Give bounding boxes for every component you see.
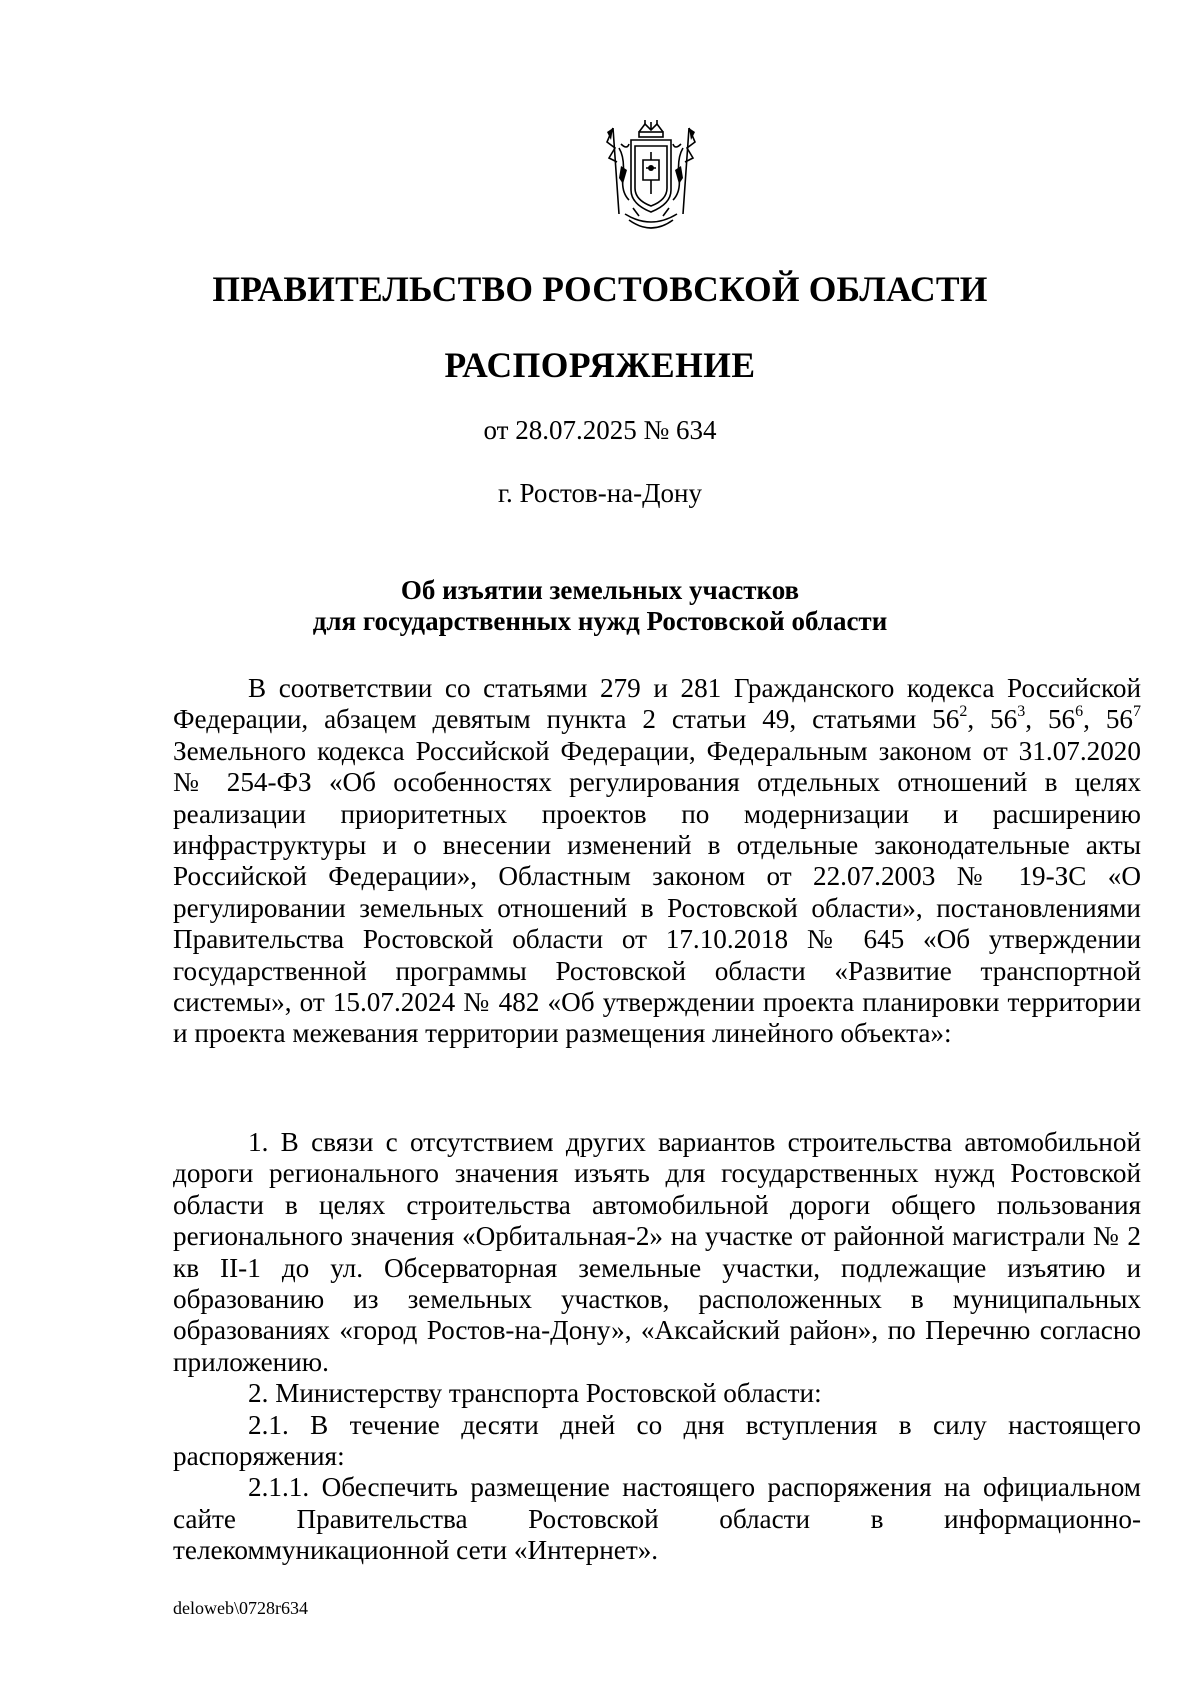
title-line-1: Об изъятии земельных участков <box>400 575 800 605</box>
superscript: 3 <box>1017 703 1026 721</box>
document-footer-code: deloweb\0728r634 <box>173 1598 308 1618</box>
title-line-2: для государственных нужд Ростовской области <box>312 606 888 636</box>
separator: , 56 <box>967 704 1018 735</box>
preamble-text-2: Земельного кодекса Российской Федерации, Федеральным законом от 31.07.2020 № 254-ФЗ «Об особенностях регулирования отдельных отношений в целях реализации приоритетных проектов по модернизации и расширению инфраструктуры и о внесении изменений в отдельные законодательные акты Российской Федерации», Областным законом от 22.07.2003 № 19-ЗС «О регулировании земельных отношений в Ростовской области», постановлениями Правительства Ростовской области от 17.10.2018 № 645 «Об утверждении государственной программы Ростовской области «Развитие транспортной системы», от 15.07.2024 № 482 «Об утверждении проекта планировки территории и проекта межевания территории размещения линейного объекта»: <box>173 735 1141 1049</box>
order-item-1: 1. В связи с отсутствием других вариантов строительства автомобильной дороги регионального значения изъять для государственных нужд Ростовской области в целях строительства автомобильной дороги общего пользования регионального значения «Орбитальная-2» на участке от районной магистрали № 2 кв II-1 до ул. Обсерваторная земельные участки, подлежащие изъятию и образованию из земельных участков, расположенных в муниципальных образованиях «город Ростов-на-Дону», «Аксайский район», по Перечню согласно приложению. <box>173 1127 1141 1377</box>
organization-name: ПРАВИТЕЛЬСТВО РОСТОВСКОЙ ОБЛАСТИ <box>212 269 988 309</box>
superscript: 6 <box>1075 703 1084 721</box>
order-item-2-1-1: 2.1.1. Обеспечить размещение настоящего распоряжения на официальном сайте Правительства Ростовской области в информационно-телекоммуникационной сети «Интернет». <box>173 1472 1141 1566</box>
order-items <box>173 1127 1141 1567</box>
preamble-paragraph <box>173 673 1141 1050</box>
separator: , 56 <box>1025 704 1076 735</box>
document-title <box>0 575 1200 637</box>
order-item-2: 2. Министерству транспорта Ростовской области: <box>248 1378 822 1409</box>
document-date-number: от 28.07.2025 № 634 <box>483 415 717 445</box>
preamble <box>173 673 1141 1050</box>
order-item-2-1: 2.1. В течение десяти дней со дня вступления в силу настоящего распоряжения: <box>173 1409 1141 1472</box>
preamble-text-1: В соответствии со статьями 279 и 281 Гражданского кодекса Российской Федерации, абзацем девятым пункта 2 статьи 49, статьями 56 <box>173 673 1141 735</box>
coat-of-arms-icon <box>599 118 703 238</box>
separator: , 56 <box>1083 704 1134 735</box>
superscript: 7 <box>1133 703 1142 721</box>
document-city: г. Ростов-на-Дону <box>497 478 702 508</box>
document-type: РАСПОРЯЖЕНИЕ <box>444 345 756 385</box>
superscript: 2 <box>959 703 968 721</box>
